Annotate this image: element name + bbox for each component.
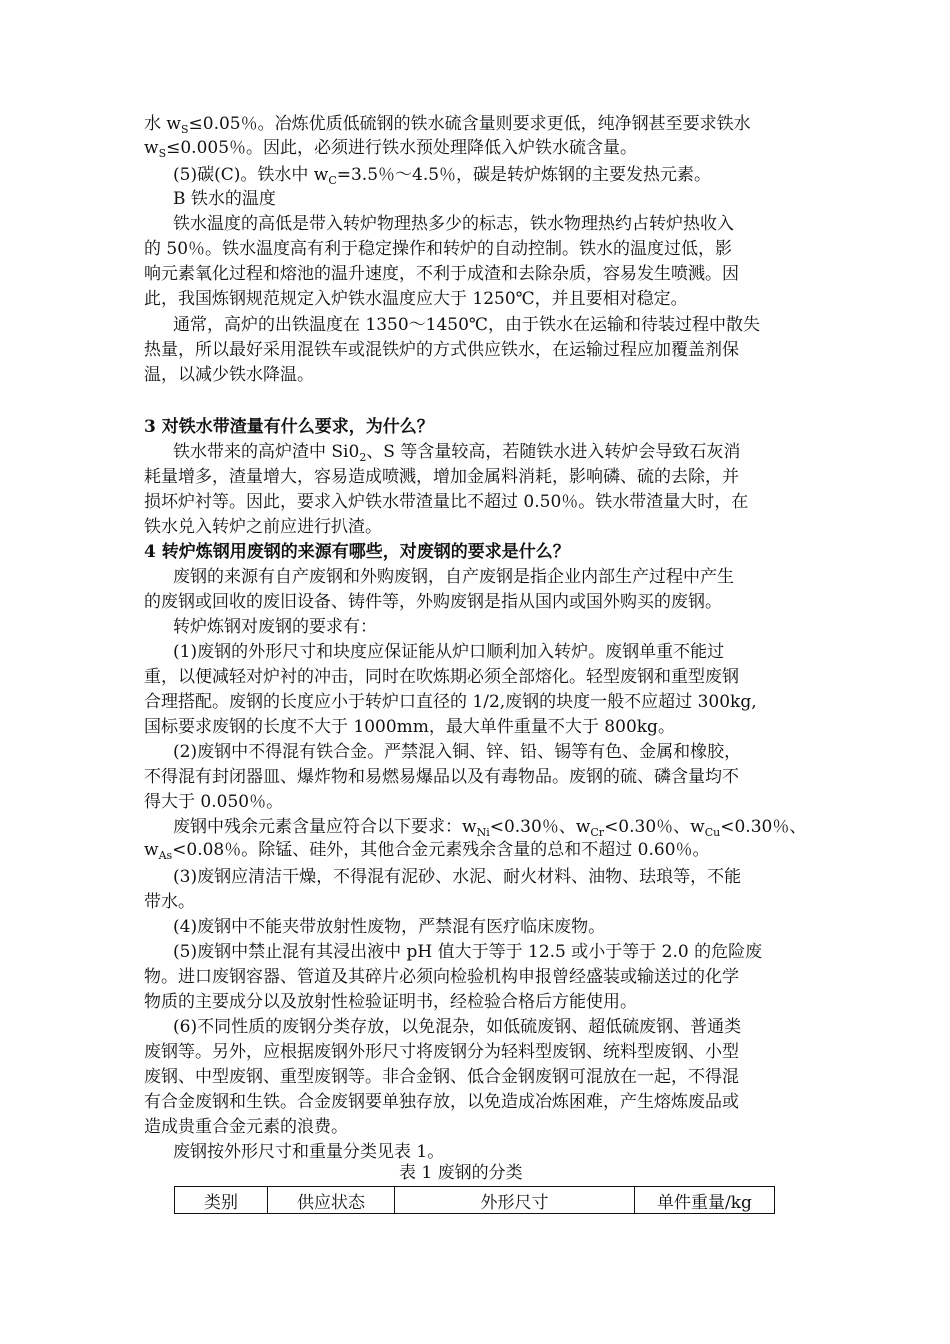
- text-line: (3)废钢应清洁干燥，不得混有泥砂、水泥、耐火材料、油物、珐琅等，不能: [173, 867, 742, 887]
- text-line: 重，以便减轻对炉衬的冲击，同时在吹炼期必须全部熔化。轻型废钢和重型废钢: [144, 667, 739, 687]
- question-heading-3: 3 对铁水带渣量有什么要求，为什么？: [144, 417, 434, 437]
- text-line: 损坏炉衬等。因此，要求入炉铁水带渣量比不超过 0.50％。铁水带渣量大时，在: [144, 492, 749, 512]
- text-line: 废钢、中型废钢、重型废钢等。非合金钢、低合金钢废钢可混放在一起，不得混: [144, 1067, 739, 1087]
- text-line: 国标要求废钢的长度不大于 1000mm，最大单件重量不大于 800kg。: [144, 717, 675, 737]
- section-heading: B 铁水的温度: [173, 189, 276, 209]
- table-header-cell: 外形尺寸: [395, 1187, 635, 1214]
- text-line: (6)不同性质的废钢分类存放，以免混杂，如低硫废钢、超低硫废钢、普通类: [173, 1017, 742, 1037]
- text-line: 不得混有封闭器皿、爆炸物和易燃易爆品以及有毒物品。废钢的硫、磷含量均不: [144, 767, 739, 787]
- text-line: 得大于 0.050％。: [144, 792, 284, 812]
- text-line: 热量，所以最好采用混铁车或混铁炉的方式供应铁水，在运输过程应加覆盖剂保: [144, 340, 739, 360]
- question-heading-4: 4 转炉炼钢用废钢的来源有哪些，对废钢的要求是什么？: [144, 542, 570, 562]
- text-line: $w_S\le 0.005$％。因此，必须进行铁水预处理降低入炉铁水硫含量。: [144, 138, 638, 160]
- text-line: 的废钢或回收的废旧设备、铸件等，外购废钢是指从国内或国外购买的废钢。: [144, 592, 722, 612]
- table-header-cell: 供应状态: [268, 1187, 395, 1214]
- text-line: 此，我国炼钢规范规定入炉铁水温度应大于 1250℃，并且要相对稳定。: [144, 289, 688, 309]
- text-line: 废钢中残余元素含量应符合以下要求：$w_{Ni}<0.30$％、$w_{Cr}<0.30$％、$w_{Cu}<0.30$％、: [173, 817, 807, 839]
- text-line: 废钢等。另外，应根据废钢外形尺寸将废钢分为轻料型废钢、统料型废钢、小型: [144, 1042, 739, 1062]
- text-line: 温，以减少铁水降温。: [144, 365, 314, 385]
- text-line: (2)废钢中不得混有铁合金。严禁混入铜、锌、铅、锡等有色、金属和橡胶，: [173, 742, 742, 762]
- table-header-cell: 单件重量/kg: [635, 1187, 775, 1214]
- text-line: 铁水温度的高低是带入转炉物理热多少的标志，铁水物理热约占转炉热收入: [173, 214, 734, 234]
- text-line: 带水。: [144, 892, 195, 912]
- text-line: 的 50％。铁水温度高有利于稳定操作和转炉的自动控制。铁水的温度过低，影: [144, 239, 733, 259]
- text-line: 造成贵重合金元素的浪费。: [144, 1117, 348, 1137]
- text-line: 物质的主要成分以及放射性检验证明书，经检验合格后方能使用。: [144, 992, 637, 1012]
- text-line: (1)废钢的外形尺寸和块度应保证能从炉口顺利加入转炉。废钢单重不能过: [173, 642, 725, 662]
- text-line: (5)碳(C)。铁水中 $w_C=3.5$％～4.5％，碳是转炉炼钢的主要发热元素。: [173, 165, 712, 187]
- table-header-cell: 类别: [175, 1187, 268, 1214]
- text-line: $w_{As}<0.08$％。除锰、硅外，其他合金元素残余含量的总和不超过 0.60％。: [144, 840, 710, 862]
- text-line: 废钢按外形尺寸和重量分类见表 1。: [173, 1142, 445, 1162]
- text-line: 通常，高炉的出铁温度在 1350～1450℃，由于铁水在运输和待装过程中散失: [173, 315, 760, 335]
- text-line: 物。进口废钢容器、管道及其碎片必须向检验机构申报曾经盛装或输送过的化学: [144, 967, 739, 987]
- text-line: 铁水兑入转炉之前应进行扒渣。: [144, 517, 382, 537]
- text-line: 耗量增多，渣量增大，容易造成喷溅，增加金属料消耗，影响磷、硫的去除，并: [144, 467, 739, 487]
- text-line: 合理搭配。废钢的长度应小于转炉口直径的 1/2,废钢的块度一般不应超过 300kg,: [144, 692, 757, 712]
- text-line: 废钢的来源有自产废钢和外购废钢，自产废钢是指企业内部生产过程中产生: [173, 567, 734, 587]
- text-line: (5)废钢中禁止混有其浸出液中 pH 值大于等于 12.5 或小于等于 2.0 的危险废: [173, 942, 763, 962]
- text-line: 水 $w_S\le 0.05$％。冶炼优质低硫钢的铁水硫含量则要求更低，纯净钢甚至要求铁水: [144, 114, 751, 136]
- text-line: 响元素氧化过程和熔池的温升速度，不利于成渣和去除杂质，容易发生喷溅。因: [144, 264, 739, 284]
- table-caption: 表 1 废钢的分类: [399, 1163, 523, 1183]
- text-line: (4)废钢中不能夹带放射性废物，严禁混有医疗临床废物。: [173, 917, 606, 937]
- scrap-classification-table: [174, 1186, 775, 1214]
- text-line: 转炉炼钢对废钢的要求有：: [173, 617, 377, 637]
- table-header-row: [175, 1187, 775, 1214]
- text-line: 有合金废钢和生铁。合金废钢要单独存放，以免造成冶炼困难，产生熔炼废品或: [144, 1092, 739, 1112]
- text-line: 铁水带来的高炉渣中 $Si0_2$、S 等含量较高，若随铁水进入转炉会导致石灰消: [173, 442, 741, 464]
